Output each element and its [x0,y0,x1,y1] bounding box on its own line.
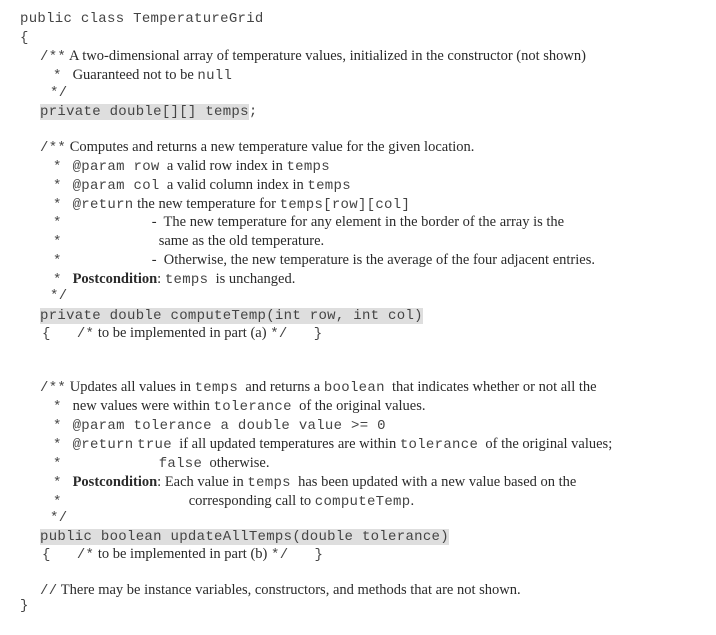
comment-star: * [53,456,62,472]
javadoc-open: /** [40,140,67,156]
return-desc: the new temperature for [137,196,277,212]
javadoc-open: /** [40,49,67,65]
line-comment-slashes: // [40,583,58,599]
comment-star: * [53,253,62,269]
comment-star: * [53,234,62,250]
compute-comment-summary [40,137,474,156]
comment-star: * [53,437,62,453]
update-comment-line-2 [53,396,426,415]
comment-star: * [53,418,62,434]
comment-star: * [53,197,62,213]
update-text: and returns a [245,379,321,395]
postcondition-label: Postcondition [72,474,158,490]
body-close-brace: } [314,547,324,563]
update-comment-line-1 [40,377,597,396]
comment-star: * [53,215,62,231]
param-row-ref: temps [286,159,330,175]
comment-star: * [53,494,62,510]
return-text: if all updated temperatures are within [179,436,397,452]
update-postcondition-2 [53,491,414,510]
bullet-1-text: - The new temperature for any element in the border of the array is the [151,214,565,230]
temps-field-line [40,101,258,120]
temps-comment-text: A two-dimensional array of temperature values, initialized in the constructor (not shown) [68,48,586,64]
update-text: that indicates whether or not all the [392,379,597,395]
temps-comment-line-2 [53,65,232,84]
class-declaration: public class TemperatureGrid [20,11,264,27]
temps-ref: temps [247,475,291,491]
class-close-brace: } [20,598,29,614]
compute-bullet-2 [53,250,595,269]
postcondition-colon: : [157,271,162,287]
update-signature-line [40,526,449,545]
body-open-brace: { [42,326,51,342]
update-postcondition [53,472,576,491]
compute-bullet-1-line-1 [53,212,564,231]
return-tag: @return [72,437,134,453]
update-text: new values were within [72,398,210,414]
class-open-brace: { [20,30,29,46]
false-ref: false [158,456,203,472]
update-text: of the original values. [299,398,426,414]
postcondition-text: has been updated with a new value based on the [298,474,577,490]
return-ref: temps[row][col] [279,197,411,213]
compute-summary-text: Computes and returns a new temperature value for the given location. [69,139,475,155]
update-param [53,415,386,434]
tolerance-ref: tolerance [213,399,292,415]
param-col-ref: temps [307,178,351,194]
javadoc-open: /** [40,380,67,396]
compute-return [53,194,410,213]
postcondition-text: is unchanged. [215,271,296,287]
footer-comment [40,580,521,599]
temps-ref: temps [194,380,239,396]
update-body-line [42,544,323,563]
update-comment-close: */ [50,510,68,526]
compute-signature-line [40,305,423,324]
tolerance-ref: tolerance [399,437,479,453]
true-ref: true [137,437,172,453]
part-b-placeholder: to be implemented in part (b) [97,546,268,562]
temps-comment-close: */ [50,85,68,101]
null-keyword: null [197,68,233,84]
update-all-temps-signature: public boolean updateAllTemps(double tolerance) [40,529,449,545]
comment-star: * [53,475,62,491]
bullet-1-continuation: same as the old temperature. [158,233,325,249]
body-close-brace: } [313,326,323,342]
param-row-desc: a valid row index in [166,158,283,174]
temps-comment-guarantee: Guaranteed not to be [72,67,194,83]
compute-bullet-1-line-2 [53,231,324,250]
compute-param-row [53,156,330,175]
compute-body-line [42,323,322,342]
boolean-ref: boolean [323,380,385,396]
comment-star: * [53,68,62,84]
return-tag: @return [72,197,134,213]
temps-comment-line-1 [40,46,586,65]
temps-field-semicolon: ; [248,104,258,120]
update-text: Updates all values in [69,379,191,395]
comment-star: * [53,272,62,288]
compute-postcondition [53,269,295,288]
body-comment-close: */ [271,547,289,563]
postcondition-code: temps [164,272,209,288]
comment-star: * [53,399,62,415]
param-tolerance: @param tolerance a double value >= 0 [72,418,386,434]
update-return [53,434,612,453]
footer-comment-text: There may be instance variables, constructors, and methods that are not shown. [60,582,521,598]
postcondition-text: : Each value in [157,474,244,490]
param-row-tag: @param row [72,159,160,175]
comment-star: * [53,178,62,194]
body-comment-open: /* [76,547,95,563]
body-open-brace: { [42,547,51,563]
false-text: otherwise. [209,455,270,471]
postcondition-label: Postcondition [72,271,158,287]
part-a-placeholder: to be implemented in part (a) [97,325,267,341]
body-comment-close: */ [270,326,288,342]
param-col-desc: a valid column index in [166,177,304,193]
update-return-false [53,453,269,472]
param-col-tag: @param col [72,178,160,194]
comment-star: * [53,159,62,175]
compute-temp-ref: computeTemp [314,494,411,510]
body-comment-open: /* [76,326,95,342]
postcondition-text: corresponding call to [188,493,312,509]
return-text: of the original values; [485,436,613,452]
compute-comment-close: */ [50,288,68,304]
period: . [410,493,415,509]
compute-temp-signature: private double computeTemp(int row, int col) [40,308,423,324]
temps-field-declaration: private double[][] temps [40,104,249,120]
compute-param-col [53,175,351,194]
bullet-2-text: - Otherwise, the new temperature is the average of the four adjacent entries. [151,252,595,268]
